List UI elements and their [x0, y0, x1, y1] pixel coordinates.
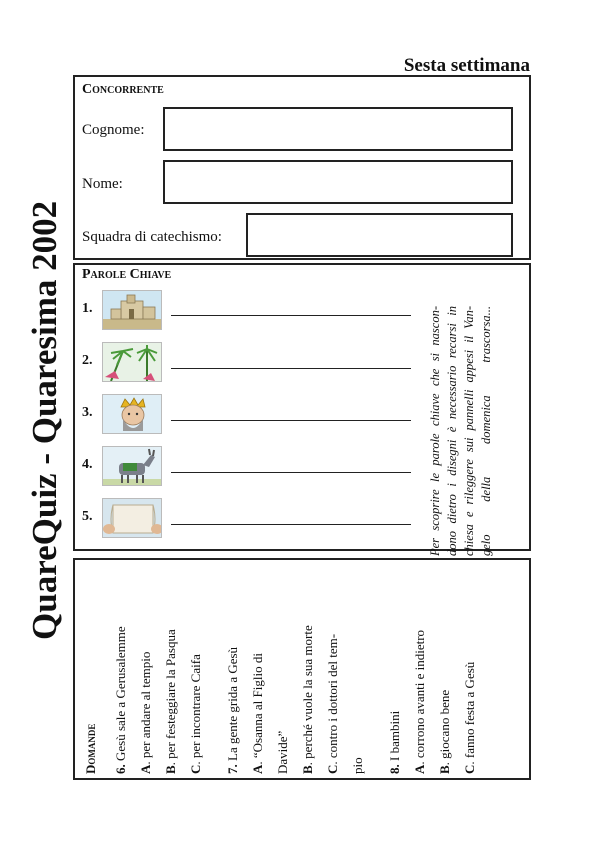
option-prefix: B	[300, 765, 315, 774]
domande-heading: Domande	[83, 723, 98, 774]
question-line	[112, 626, 130, 774]
option-text: . contro i dottori del tem-	[325, 633, 340, 765]
answer-line[interactable]	[171, 368, 411, 369]
item-number: 3.	[82, 405, 93, 420]
item-number: 1.	[82, 301, 93, 316]
question-text: Gesù sale a Gerusalemme	[113, 626, 128, 765]
donkey-icon	[102, 446, 162, 486]
option-line[interactable]	[461, 662, 479, 774]
scroll-icon	[102, 498, 162, 538]
parole-chiave-heading: Parole Chiave	[82, 267, 172, 282]
question-text: La gente grida a Gesù	[225, 646, 240, 765]
option-prefix: C	[325, 764, 340, 774]
option-prefix: A	[250, 764, 265, 774]
option-text: . per incontrare Caifa	[188, 654, 203, 765]
nome-label: Nome:	[82, 176, 123, 192]
question-text: I bambini	[387, 710, 402, 765]
option-text: . giocano bene	[437, 689, 452, 766]
option-line[interactable]	[249, 653, 267, 774]
answer-line[interactable]	[171, 315, 411, 316]
option-text: . corrono avanti e indietro	[412, 629, 427, 765]
option-line[interactable]	[436, 690, 454, 774]
answer-line[interactable]	[171, 472, 411, 473]
item-number: 2.	[82, 353, 93, 368]
option-text: . perché vuole la sua morte	[300, 625, 315, 766]
option-continuation	[274, 731, 292, 774]
option-line[interactable]	[411, 630, 429, 774]
side-title: QuareQuiz - Quaresima 2002	[25, 200, 64, 640]
question-prefix: 7.	[225, 764, 240, 774]
squadra-label: Squadra di catechismo:	[82, 229, 222, 245]
option-line[interactable]	[299, 625, 317, 774]
item-number: 4.	[82, 457, 93, 472]
question-line	[224, 647, 242, 774]
instructions-note	[427, 306, 527, 556]
city-icon	[102, 290, 162, 330]
cognome-label: Cognome:	[82, 122, 145, 138]
answer-line[interactable]	[171, 524, 411, 525]
answer-line[interactable]	[171, 420, 411, 421]
note-line: gelo della domenica trascorsa...	[479, 306, 493, 556]
option-line[interactable]	[324, 634, 342, 774]
domande-content	[80, 564, 520, 774]
week-label: Sesta settimana	[403, 55, 530, 76]
king-icon	[102, 394, 162, 434]
question-line	[386, 711, 404, 774]
parole-chiave-box	[73, 263, 531, 556]
option-text: . per festeggiare la Pasqua	[163, 629, 178, 766]
option-prefix: C	[188, 764, 203, 774]
option-line[interactable]	[137, 652, 155, 774]
option-prefix: B	[163, 765, 178, 774]
domande-box	[73, 558, 531, 780]
option-text: . per andare al tempio	[138, 651, 153, 765]
item-number: 5.	[82, 509, 93, 524]
squadra-field[interactable]	[246, 213, 513, 257]
option-prefix: A	[138, 764, 153, 774]
note-line: Per scoprire le parole chiave che si nascon-	[428, 306, 442, 556]
option-line[interactable]	[187, 654, 205, 774]
option-text: . fanno festa a Gesù	[462, 661, 477, 765]
question-prefix: 8.	[387, 764, 402, 774]
question-prefix: 6.	[113, 764, 128, 774]
concorrente-box	[73, 75, 531, 260]
palm-branches-icon	[102, 342, 162, 382]
option-prefix: A	[412, 764, 427, 774]
concorrente-heading: Concorrente	[82, 82, 164, 97]
option-prefix: C	[462, 764, 477, 774]
option-text: Davide”	[275, 730, 290, 774]
option-continuation	[349, 757, 367, 774]
nome-field[interactable]	[163, 160, 513, 204]
option-line[interactable]	[162, 629, 180, 774]
option-text: pio	[350, 757, 365, 774]
note-line: chiesa e rileggere sui pannelli appesi il Van-	[462, 306, 476, 556]
option-text: . “Osanna al Figlio di	[250, 653, 265, 765]
option-prefix: B	[437, 765, 452, 774]
cognome-field[interactable]	[163, 107, 513, 151]
note-line: dono dietro i disegni è necessario recarsi in	[445, 306, 459, 556]
